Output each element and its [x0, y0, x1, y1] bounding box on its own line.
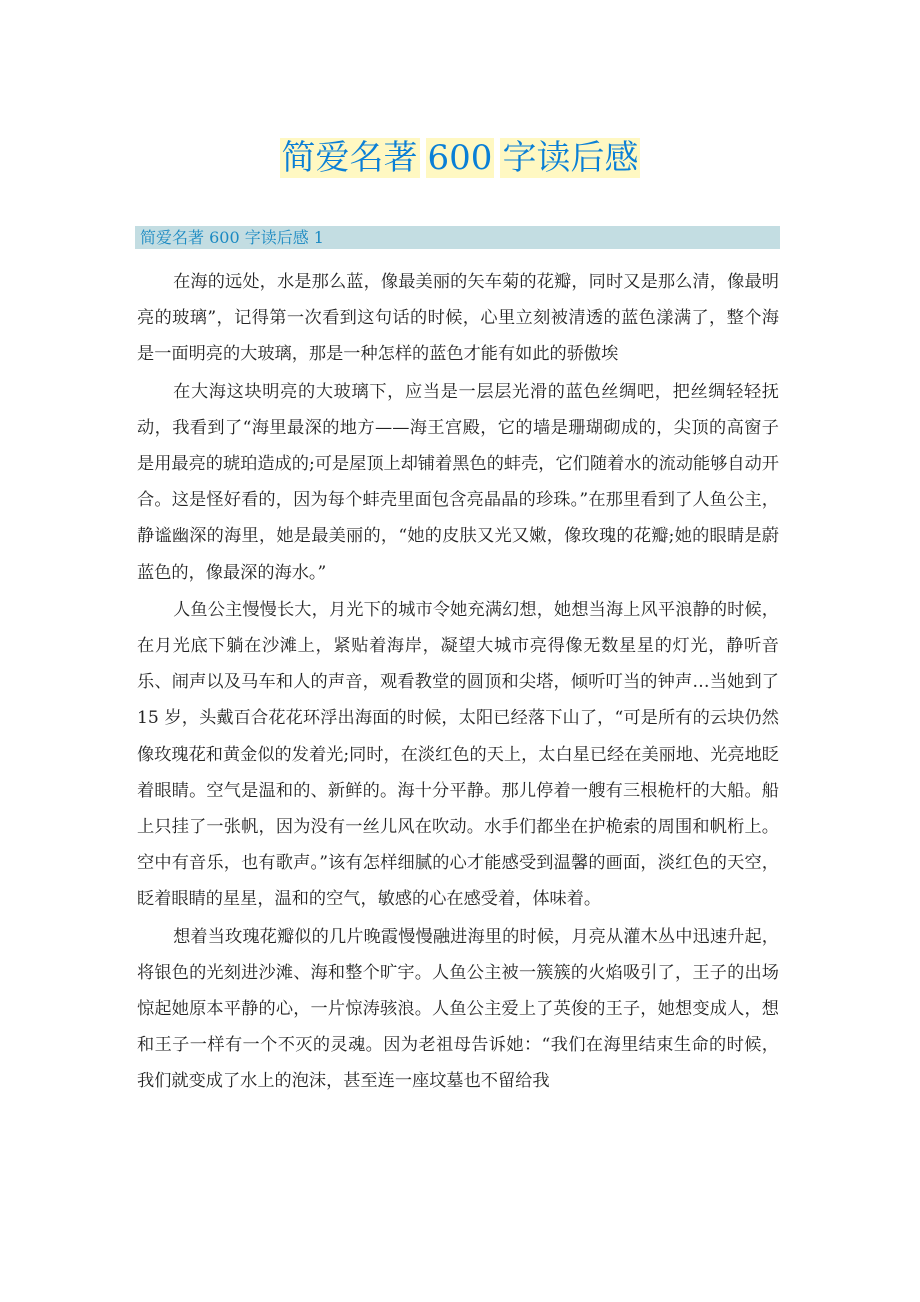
paragraph: 在海的远处，水是那么蓝，像最美丽的矢车菊的花瓣，同时又是那么清，像最明亮的玻璃”，记得第一次看到这句话的时候，心里立刻被清透的蓝色漾满了，整个海是一面明亮的大玻璃，那是一种怎样的蓝色才能有如此的骄傲埃 — [137, 272, 779, 365]
section-heading: 简爱名著 600 字读后感 1 — [135, 226, 780, 249]
title-part-3: 字读后感 — [502, 138, 639, 178]
paragraph: 想着当玫瑰花瓣似的几片晚霞慢慢融进海里的时候，月亮从灌木丛中迅速升起，将银色的光刻进沙滩、海和整个旷宇。人鱼公主被一簇簇的火焰吸引了，王子的出场惊起她原本平静的心，一片惊涛骇浪。人鱼公主爱上了英俊的王子，她想变成人，想和王子一样有一个不灭的灵魂。因为老祖母告诉她：“我们在海里结束生命的时候，我们就变成了水上的泡沫，甚至连一座坟墓也不留给我 — [137, 926, 779, 1092]
title-part-2: 600 — [427, 138, 493, 178]
paragraph: 人鱼公主慢慢长大，月光下的城市令她充满幻想，她想当海上风平浪静的时候，在月光底下躺在沙滩上，紧贴着海岸，凝望大城市亮得像无数星星的灯光，静听音乐、闹声以及马车和人的声音，观看教堂的圆顶和尖塔，倾听叮当的钟声…当她到了 15 岁，头戴百合花花环浮出海面的时候，太阳已经落下山了，“可是所有的云块仍然像玫瑰花和黄金似的发着光;同时，在淡红色的天上，太白星已经在美丽地、光亮地眨着眼睛。空气是温和的、新鲜的。海十分平静。那儿停着一艘有三根桅杆的大船。船上只挂了一张帆，因为没有一丝儿风在吹动。水手们都坐在护桅索的周围和帆桁上。空中有音乐，也有歌声。”该有怎样细腻的心才能感受到温馨的画面，淡红色的天空，眨着眼睛的星星，温和的空气，敏感的心在感受着，体味着。 — [137, 599, 779, 910]
page-title — [0, 134, 920, 182]
paragraph: 在大海这块明亮的大玻璃下，应当是一层层光滑的蓝色丝绸吧，把丝绸轻轻抚动，我看到了“海里最深的地方——海王宫殿，它的墙是珊瑚砌成的，尖顶的高窗子是用最亮的琥珀造成的;可是屋顶上却铺着黑色的蚌壳，它们随着水的流动能够自动开合。这是怪好看的，因为每个蚌壳里面包含亮晶晶的珍珠。”在那里看到了人鱼公主，静谧幽深的海里，她是最美丽的，“她的皮肤又光又嫩，像玫瑰的花瓣;她的眼睛是蔚蓝色的，像最深的海水。” — [137, 381, 779, 583]
title-part-1: 简爱名著 — [281, 138, 418, 178]
essay-body — [137, 264, 779, 1100]
